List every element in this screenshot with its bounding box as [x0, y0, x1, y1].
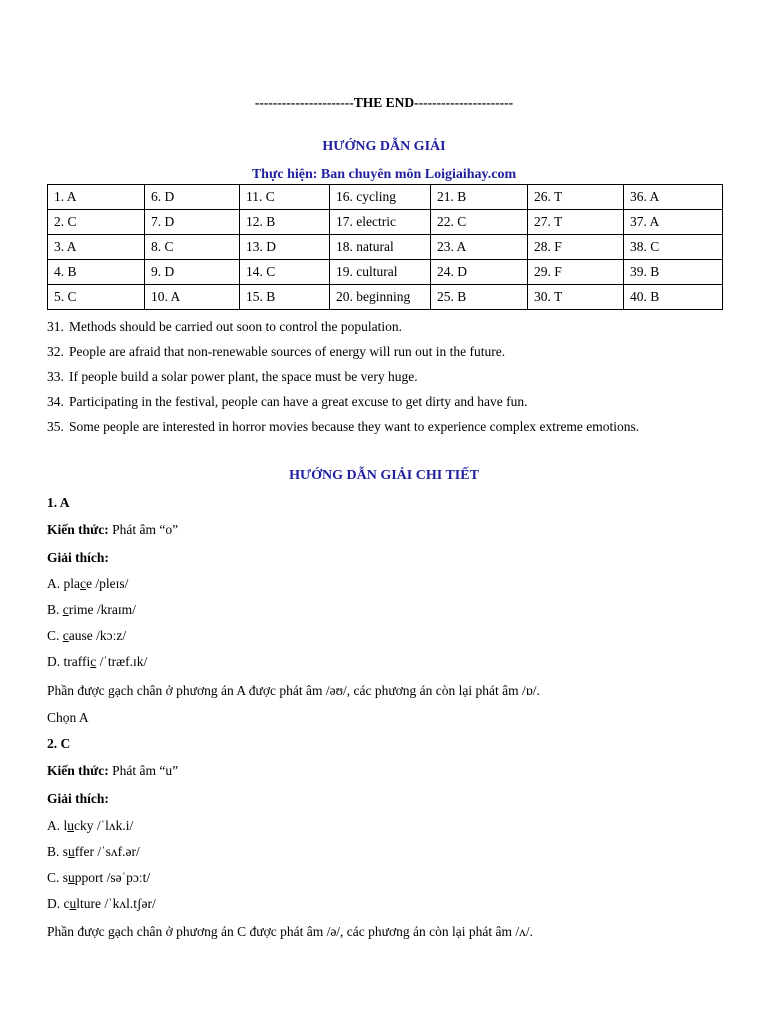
sentence-number: 33. — [47, 369, 64, 384]
sentence-number: 35. — [47, 419, 64, 434]
q1-conclusion: Phần được gạch chân ở phương án A được phát âm /əʊ/, các phương án còn lại phát âm /ɒ/. — [47, 683, 540, 698]
rewrite-answers — [47, 314, 720, 439]
answer-sentence — [47, 339, 720, 364]
table-cell: 14. C — [240, 260, 330, 285]
table-cell: 39. B — [624, 260, 723, 285]
table-cell: 4. B — [48, 260, 145, 285]
table-cell: 28. F — [528, 235, 624, 260]
sentence-text: Methods should be carried out soon to control the population. — [69, 319, 402, 334]
option-text: ffer /ˈsʌf.ər/ — [74, 844, 140, 859]
underlined-letter: u — [67, 818, 74, 833]
table-cell: 22. C — [431, 210, 528, 235]
table-cell: 5. C — [48, 285, 145, 310]
table-cell: 17. electric — [330, 210, 431, 235]
table-cell: 9. D — [145, 260, 240, 285]
table-cell: 24. D — [431, 260, 528, 285]
answer-sentence — [47, 364, 720, 389]
table-cell: 18. natural — [330, 235, 431, 260]
q1-choice: Chọn A — [47, 710, 89, 725]
option-text: ause /kɔːz/ — [68, 628, 127, 643]
q2-option-a — [47, 817, 727, 835]
table-cell: 8. C — [145, 235, 240, 260]
the-end-line: ----------------------THE END---------------------- — [254, 95, 514, 110]
sentence-number: 31. — [47, 319, 64, 334]
table-cell: 29. F — [528, 260, 624, 285]
underlined-letter: u — [69, 896, 77, 911]
table-cell: 15. B — [240, 285, 330, 310]
underlined-letter: u — [68, 870, 75, 885]
q1-knowledge — [47, 521, 727, 539]
table-cell: 38. C — [624, 235, 723, 260]
table-cell: 36. A — [624, 185, 723, 210]
author-line: Thực hiện: Ban chuyên môn Loigiaihay.com — [251, 167, 517, 182]
option-text: /ˈtræf.ɪk/ — [96, 654, 148, 669]
q2-title: 2. C — [47, 736, 71, 751]
knowledge-label: Kiến thức: — [47, 522, 109, 537]
q1-option-d — [47, 653, 727, 671]
knowledge-label: Kiến thức: — [47, 763, 109, 778]
table-cell: 37. A — [624, 210, 723, 235]
q1-explanation-label: Giải thích: — [47, 550, 109, 565]
option-text: pport /səˈpɔːt/ — [74, 870, 151, 885]
table-row — [48, 260, 723, 285]
knowledge-text: Phát âm “o” — [108, 522, 179, 537]
sentence-text: Some people are interested in horror movies because they want to experience complex extreme emotions. — [69, 419, 640, 434]
option-text: D. traffi — [47, 654, 91, 669]
q2-option-d — [47, 895, 727, 913]
option-text: rime /kraɪm/ — [68, 602, 136, 617]
table-cell: 21. B — [431, 185, 528, 210]
table-cell: 6. D — [145, 185, 240, 210]
option-text: lture /ˈkʌl.tʃər/ — [76, 896, 156, 911]
sentence-text: Participating in the festival, people can have a great excuse to get dirty and have fun. — [69, 394, 528, 409]
q2-explanation-label: Giải thích: — [47, 791, 109, 806]
table-cell: 2. C — [48, 210, 145, 235]
answer-key-table — [47, 184, 723, 310]
option-text: C. — [47, 628, 63, 643]
q2-option-c — [47, 869, 727, 887]
table-cell: 13. D — [240, 235, 330, 260]
table-cell: 10. A — [145, 285, 240, 310]
table-row — [48, 285, 723, 310]
q2-knowledge — [47, 762, 727, 780]
underlined-letter: c — [62, 628, 69, 643]
table-cell: 12. B — [240, 210, 330, 235]
option-text: B. s — [47, 844, 69, 859]
option-text: D. c — [47, 896, 70, 911]
option-text: B. — [47, 602, 63, 617]
q1-option-a — [47, 575, 727, 593]
option-text: cky /ˈlʌk.i/ — [74, 818, 134, 833]
table-cell: 20. beginning — [330, 285, 431, 310]
table-cell: 11. C — [240, 185, 330, 210]
detailed-solution-heading: HƯỚNG DẪN GIẢI CHI TIẾT — [289, 468, 479, 483]
table-cell: 25. B — [431, 285, 528, 310]
q1-title: 1. A — [47, 495, 70, 510]
q1-option-c — [47, 627, 727, 645]
sentence-number: 34. — [47, 394, 64, 409]
table-cell: 3. A — [48, 235, 145, 260]
underlined-letter: c — [80, 576, 86, 591]
table-cell: 27. T — [528, 210, 624, 235]
table-row — [48, 235, 723, 260]
table-cell: 26. T — [528, 185, 624, 210]
underlined-letter: c — [90, 654, 97, 669]
table-cell: 40. B — [624, 285, 723, 310]
sentence-text: People are afraid that non-renewable sources of energy will run out in the future. — [69, 344, 506, 359]
sentence-number: 32. — [47, 344, 64, 359]
table-row — [48, 185, 723, 210]
sentence-text: If people build a solar power plant, the space must be very huge. — [69, 369, 418, 384]
option-text: e /pleɪs/ — [86, 576, 129, 591]
answer-sentence — [47, 414, 720, 439]
q1-option-b — [47, 601, 727, 619]
table-cell: 30. T — [528, 285, 624, 310]
table-row — [48, 210, 723, 235]
table-cell: 16. cycling — [330, 185, 431, 210]
answer-sentence — [47, 314, 720, 339]
table-cell: 1. A — [48, 185, 145, 210]
q2-conclusion: Phần được gạch chân ở phương án C được phát âm /ə/, các phương án còn lại phát âm /ʌ/. — [47, 924, 533, 939]
table-cell: 7. D — [145, 210, 240, 235]
knowledge-text: Phát âm “u” — [108, 763, 179, 778]
underlined-letter: c — [62, 602, 69, 617]
option-text: C. s — [47, 870, 69, 885]
underlined-letter: u — [68, 844, 75, 859]
q2-option-b — [47, 843, 727, 861]
option-text: A. pla — [47, 576, 80, 591]
table-cell: 23. A — [431, 235, 528, 260]
table-cell: 19. cultural — [330, 260, 431, 285]
answer-sentence — [47, 389, 720, 414]
solution-heading: HƯỚNG DẪN GIẢI — [322, 139, 446, 154]
option-text: A. l — [47, 818, 68, 833]
